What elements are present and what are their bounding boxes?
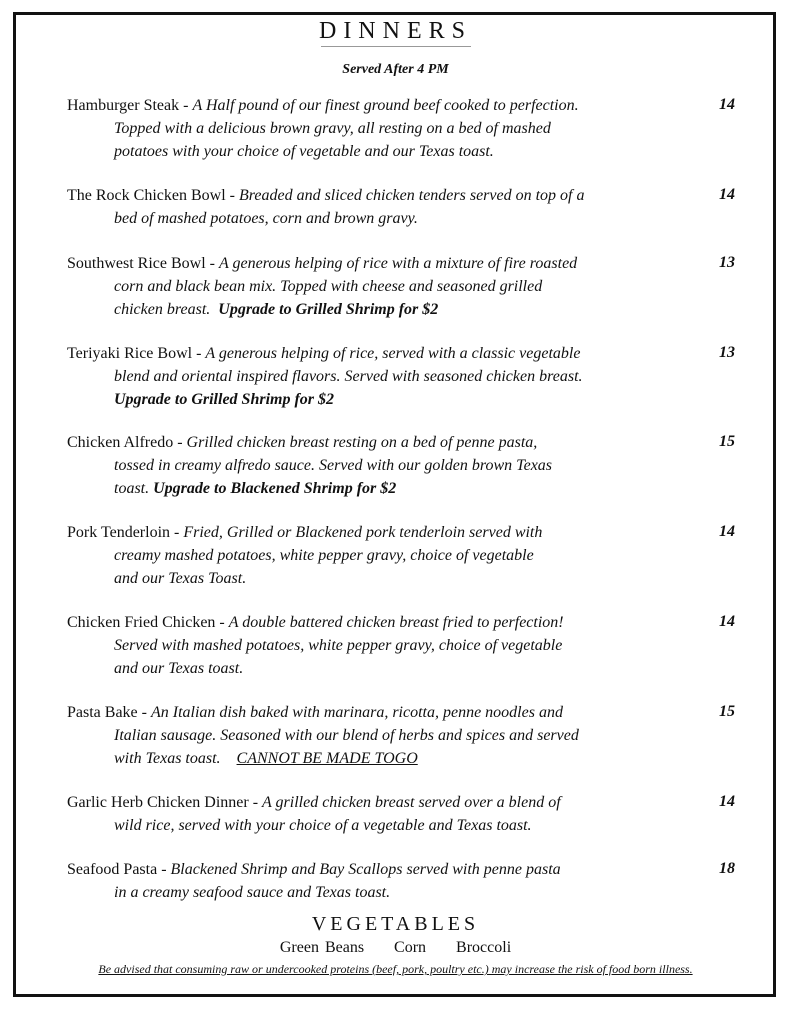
item-description: tossed in creamy alfredo sauce. Served with our golden brown Texas [114,457,553,474]
menu-item: Pasta Bake - An Italian dish baked with marinara, ricotta, penne noodles and Italian sausage. Seasoned with our blend of herbs and spices and served with Texas toast. CANNOT BE MADE TOGO [67,701,667,770]
vegetables-list [0,939,791,957]
item-price: 14 [719,186,735,203]
item-name: The Rock Chicken Bowl [67,187,226,204]
page-title: DINNERS [318,18,472,44]
item-price: 13 [719,254,735,271]
item-description: Served with mashed potatoes, white pepper gravy, choice of vegetable [114,637,563,654]
menu-item: Southwest Rice Bowl - A generous helping of rice with a mixture of fire roasted corn and black bean mix. Topped with cheese and seasoned grilled chicken breast. Upgrade to Grilled Shrimp for $2 [67,252,667,321]
item-name: Teriyaki Rice Bowl [67,345,193,362]
item-description: and our Texas Toast. [114,570,247,587]
item-description: blend and oriental inspired flavors. Served with seasoned chicken breast. [114,368,583,385]
item-description: Fried, Grilled or Blackened pork tenderloin served with [183,524,543,541]
menu-item: The Rock Chicken Bowl - Breaded and sliced chicken tenders served on top of a bed of mashed potatoes, corn and brown gravy. [67,184,667,230]
menu-item: Chicken Fried Chicken - A double battered chicken breast fried to perfection! Served with mashed potatoes, white pepper gravy, choice of vegetable and our Texas toast. [67,611,667,680]
item-description: creamy mashed potatoes, white pepper gravy, choice of vegetable [114,547,534,564]
upgrade-note: Upgrade to Blackened Shrimp for $2 [153,480,397,497]
menu-item: Seafood Pasta - Blackened Shrimp and Bay Scallops served with penne pasta in a creamy seafood sauce and Texas toast. [67,858,667,904]
item-name: Pasta Bake [67,704,138,721]
item-description: Italian sausage. Seasoned with our blend of herbs and spices and served [114,727,579,744]
item-description: Breaded and sliced chicken tenders served on top of a [238,187,585,204]
food-safety-advisory: Be advised that consuming raw or undercooked proteins (beef, pork, poultry etc.) may increase the risk of food born illness. [98,962,693,976]
item-name: Hamburger Steak [67,97,180,114]
item-name: Garlic Herb Chicken Dinner [67,794,249,811]
item-price: 15 [719,703,735,720]
item-description: with Texas toast. [114,750,221,767]
upgrade-note: Upgrade to Grilled Shrimp for $2 [114,391,335,408]
item-description: An Italian dish baked with marinara, ricotta, penne noodles and [150,704,563,721]
item-description: A generous helping of rice with a mixture of fire roasted [219,255,578,272]
menu-item: Hamburger Steak - A Half pound of our finest ground beef cooked to perfection. Topped with a delicious brown gravy, all resting on a bed of mashed potatoes with your choice of vegetable and our Texas toast. [67,94,667,163]
item-name: Pork Tenderloin [67,524,171,541]
item-description: A Half pound of our finest ground beef cooked to perfection. [192,97,579,114]
menu-item: Pork Tenderloin - Fried, Grilled or Blackened pork tenderloin served with creamy mashed potatoes, white pepper gravy, choice of vegetable and our Texas Toast. [67,521,667,590]
item-price: 15 [719,433,735,450]
menu-item: Teriyaki Rice Bowl - A generous helping of rice, served with a classic vegetable blend and oriental inspired flavors. Served with seasoned chicken breast. Upgrade to Grilled Shrimp for $2 [67,342,667,411]
item-description: chicken breast. [114,301,211,318]
vegetable-item: Corn [394,939,427,956]
item-description: corn and black bean mix. Topped with cheese and seasoned grilled [114,278,543,295]
item-description: potatoes with your choice of vegetable and our Texas toast. [114,143,494,160]
menu-item: Chicken Alfredo - Grilled chicken breast resting on a bed of penne pasta, tossed in creamy alfredo sauce. Served with our golden brown Texas toast. Upgrade to Blackened Shrimp for $2 [67,431,667,500]
item-description: Topped with a delicious brown gravy, all resting on a bed of mashed [114,120,551,137]
item-name: Chicken Fried Chicken [67,614,216,631]
item-description: toast. [114,480,150,497]
item-price: 14 [719,96,735,113]
vegetables-heading: VEGETABLES [311,913,480,935]
item-price: 13 [719,344,735,361]
title-underline [321,46,471,47]
item-description: and our Texas toast. [114,660,244,677]
vegetable-item: Green Beans [279,939,365,956]
menu-item: Garlic Herb Chicken Dinner - A grilled chicken breast served over a blend of wild rice, served with your choice of a vegetable and Texas toast. [67,791,667,837]
item-description: Grilled chicken breast resting on a bed of penne pasta, [186,434,538,451]
item-description: A double battered chicken breast fried to perfection! [228,614,564,631]
item-description: in a creamy seafood sauce and Texas toast. [114,884,391,901]
item-description: bed of mashed potatoes, corn and brown gravy. [114,210,418,227]
item-description: Blackened Shrimp and Bay Scallops served with penne pasta [170,861,561,878]
upgrade-note: Upgrade to Grilled Shrimp for $2 [218,301,439,318]
togo-warning: CANNOT BE MADE TOGO [236,750,418,767]
item-price: 18 [719,860,735,877]
item-description: A grilled chicken breast served over a blend of [262,794,561,811]
serving-time: Served After 4 PM [342,62,449,77]
item-name: Seafood Pasta [67,861,158,878]
item-name: Chicken Alfredo [67,434,174,451]
item-description: wild rice, served with your choice of a vegetable and Texas toast. [114,817,532,834]
item-name: Southwest Rice Bowl [67,255,206,272]
item-price: 14 [719,613,735,630]
item-description: A generous helping of rice, served with a classic vegetable [205,345,581,362]
item-price: 14 [719,793,735,810]
vegetable-item: Broccoli [456,939,512,956]
item-price: 14 [719,523,735,540]
